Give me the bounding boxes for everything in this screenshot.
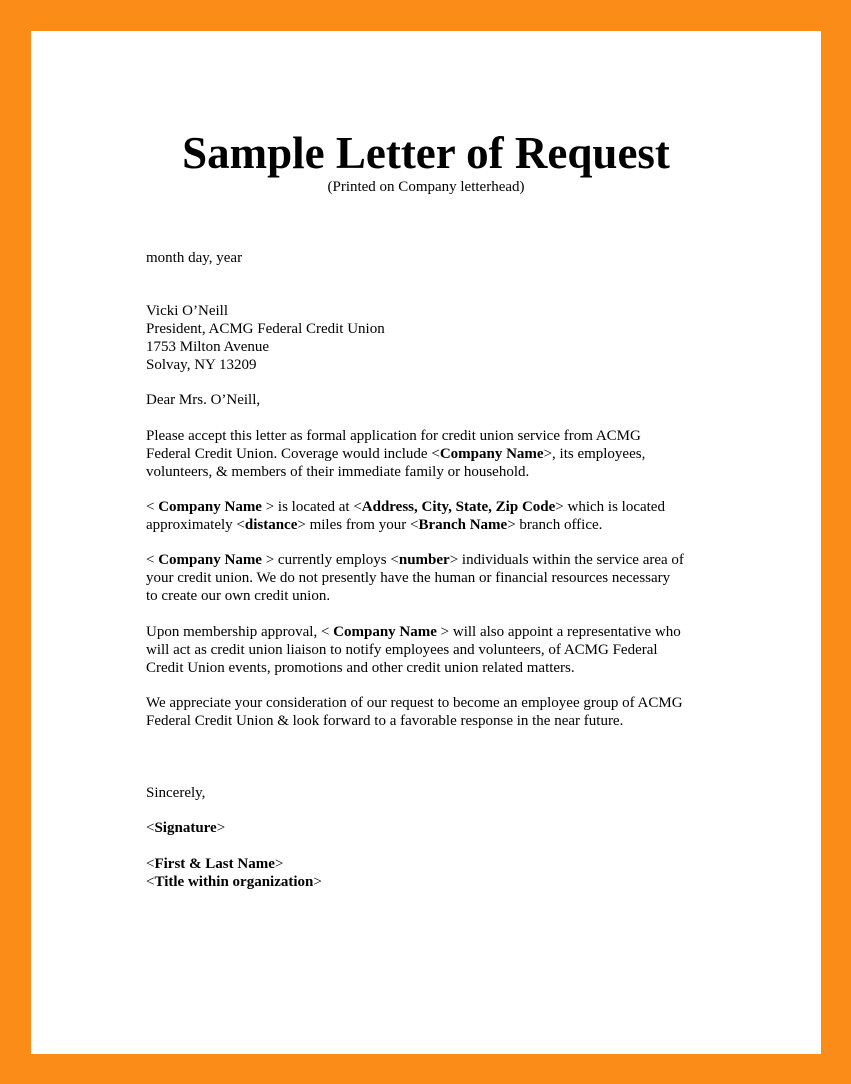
placeholder-address: Address, City, State, Zip Code bbox=[361, 499, 556, 515]
paragraph-line: your credit union. We do not presently have the human or financial resources necessary bbox=[146, 570, 671, 586]
text-run: > bbox=[274, 856, 284, 872]
text-run: > individuals within the service area of bbox=[449, 552, 684, 568]
recipient-street: 1753 Milton Avenue bbox=[146, 339, 270, 355]
placeholder-number: number bbox=[398, 552, 450, 568]
placeholder-company-name: Company Name bbox=[158, 499, 262, 515]
text-run: > currently employs < bbox=[261, 552, 399, 568]
text-run: > will also appoint a representative who bbox=[436, 624, 681, 640]
salutation-text: Dear Mrs. O’Neill, bbox=[146, 392, 261, 408]
letter-date bbox=[146, 249, 242, 267]
text-run: >, its employees, bbox=[543, 446, 646, 462]
paragraph-line bbox=[146, 551, 684, 569]
signer-title-placeholder bbox=[146, 873, 322, 891]
text-run: > miles from your < bbox=[297, 517, 419, 533]
paragraph-line bbox=[146, 623, 681, 641]
paragraph-1 bbox=[146, 427, 645, 481]
document-subtitle: (Printed on Company letterhead) bbox=[327, 179, 525, 195]
closing bbox=[146, 784, 205, 802]
paragraph-line: Federal Credit Union & look forward to a favorable response in the near future. bbox=[146, 713, 624, 729]
paragraph-line: Credit Union events, promotions and other credit union related matters. bbox=[146, 660, 575, 676]
text-run: > is located at < bbox=[261, 499, 362, 515]
paragraph-line bbox=[146, 498, 665, 516]
text-run: > which is located bbox=[555, 499, 665, 515]
text-run: < bbox=[146, 874, 155, 890]
paragraph-line: We appreciate your consideration of our request to become an employee group of ACMG bbox=[146, 695, 683, 711]
paragraph-5 bbox=[146, 694, 683, 730]
document-title: Sample Letter of Request bbox=[182, 128, 670, 178]
paragraph-4 bbox=[146, 623, 681, 677]
letter-page bbox=[31, 31, 821, 1054]
text-run: Federal Credit Union. Coverage would include < bbox=[146, 446, 440, 462]
placeholder-branch-name: Branch Name bbox=[418, 517, 508, 533]
paragraph-line: Please accept this letter as formal application for credit union service from ACMG bbox=[146, 428, 641, 444]
signer-title-label: Title within organization bbox=[154, 874, 314, 890]
paragraph-line bbox=[146, 516, 665, 534]
placeholder-distance: distance bbox=[244, 517, 298, 533]
text-run: Upon membership approval, < bbox=[146, 624, 334, 640]
placeholder-company-name: Company Name bbox=[439, 446, 544, 462]
paragraph-line bbox=[146, 445, 645, 463]
text-run: < bbox=[146, 820, 155, 836]
recipient-name: Vicki O’Neill bbox=[146, 303, 228, 319]
recipient-address bbox=[146, 302, 385, 374]
recipient-position: President, ACMG Federal Credit Union bbox=[146, 321, 385, 337]
placeholder-company-name: Company Name bbox=[158, 552, 262, 568]
closing-text: Sincerely, bbox=[146, 785, 206, 801]
text-run: < bbox=[146, 499, 159, 515]
text-run: > bbox=[216, 820, 226, 836]
signature-placeholder bbox=[146, 819, 225, 837]
text-run: approximately < bbox=[146, 517, 245, 533]
recipient-city: Solvay, NY 13209 bbox=[146, 357, 257, 373]
text-run: > branch office. bbox=[507, 517, 603, 533]
text-run: > bbox=[313, 874, 322, 890]
signer-name-placeholder bbox=[146, 855, 322, 873]
signer-name-label: First & Last Name bbox=[154, 856, 275, 872]
paragraph-line: will act as credit union liaison to notify employees and volunteers, of ACMG Federal bbox=[146, 642, 658, 658]
signer-block bbox=[146, 855, 322, 891]
text-run: < bbox=[146, 552, 159, 568]
paragraph-line: to create our own credit union. bbox=[146, 588, 331, 604]
paragraph-line: volunteers, & members of their immediate family or household. bbox=[146, 464, 530, 480]
paragraph-2 bbox=[146, 498, 665, 534]
placeholder-company-name: Company Name bbox=[333, 624, 437, 640]
salutation bbox=[146, 391, 260, 409]
paragraph-3 bbox=[146, 551, 684, 605]
date-text: month day, year bbox=[146, 250, 243, 266]
signature-label: Signature bbox=[154, 820, 217, 836]
text-run: < bbox=[146, 856, 155, 872]
